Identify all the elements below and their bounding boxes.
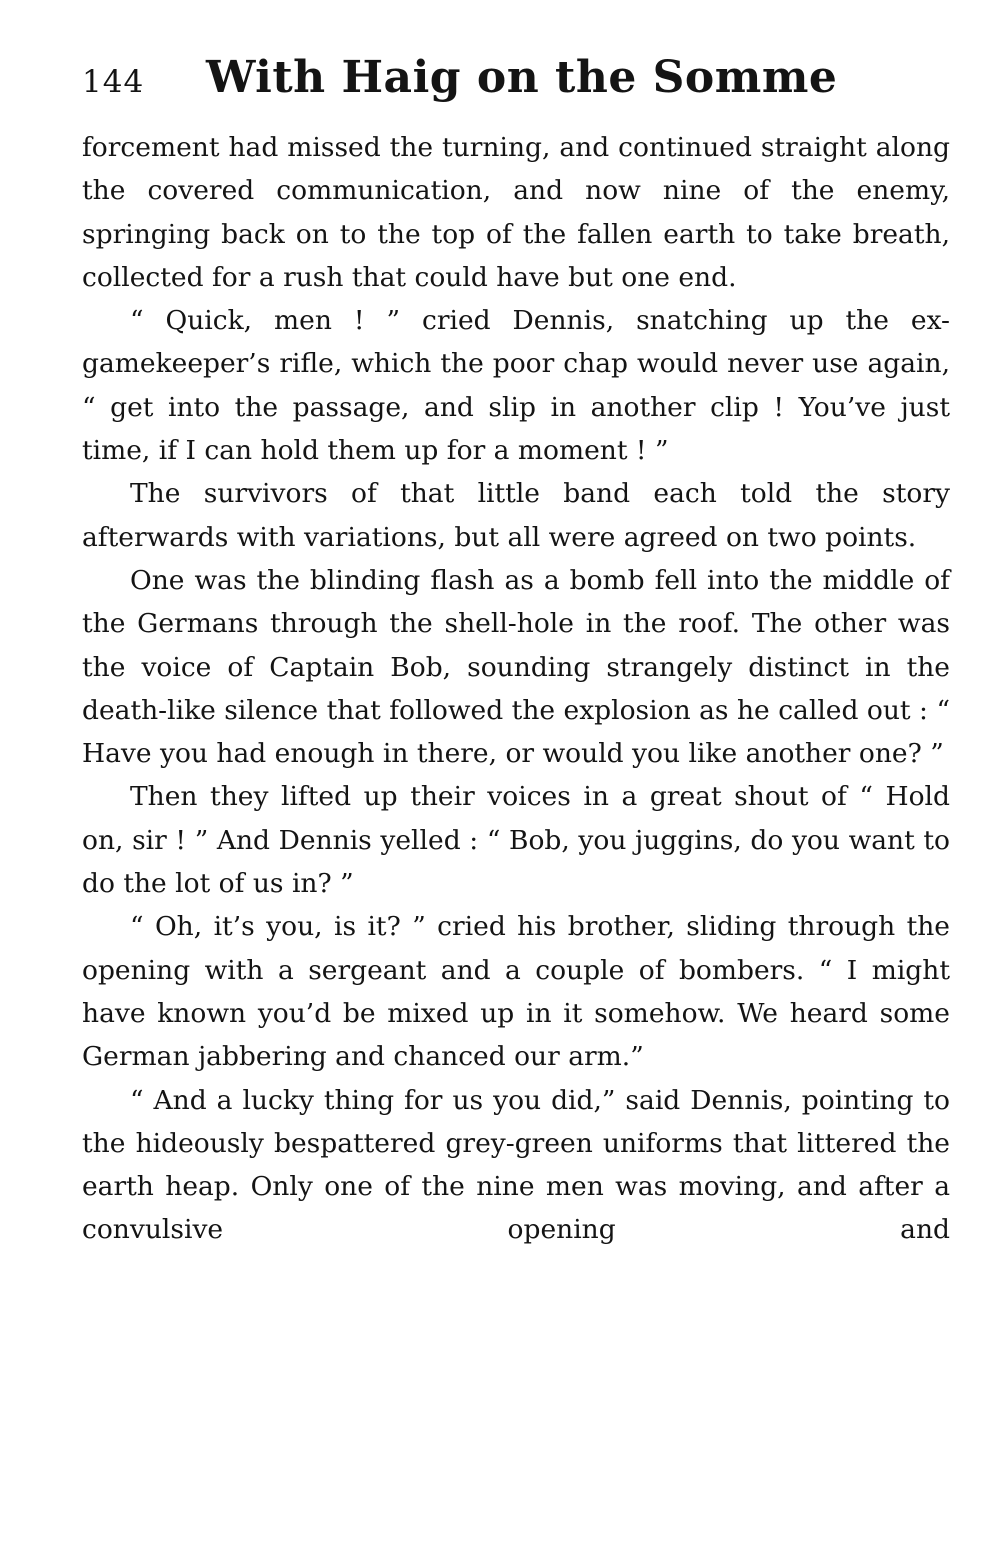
paragraph: “ And a lucky thing for us you did,” said Dennis, pointing to the hideously bespattered grey-green uniforms that littered the earth heap. Only one of the nine men was moving, and after a convulsive opening and <box>82 1084 950 1246</box>
paragraph: The survivors of that little band each told the story afterwards with variations, but all were agreed on two points. <box>82 478 950 553</box>
paragraph: forcement had missed the turning, and continued straight along the covered communication, and now nine of the enemy, springing back on to the top of the fallen earth to take breath, collected for a rush that could have but one end. <box>82 132 950 293</box>
paragraph: “ Quick, men ! ” cried Dennis, snatching up the ex-gamekeeper’s rifle, which the poor chap would never use again, “ get into the passage, and slip in another clip ! You’ve just time, if I can hold them up for a moment ! ” <box>82 305 950 467</box>
body-text <box>82 126 950 1252</box>
running-title: With Haig on the Somme <box>206 52 838 103</box>
paragraph: One was the blinding flash as a bomb fell into the middle of the Germans through the shell-hole in the roof. The other was the voice of Captain Bob, sounding strangely distinct in the death-like silence that followed the explosion as he called out : “ Have you had enough in there, or would you like another one? ” <box>82 564 950 770</box>
paragraph: Then they lifted up their voices in a great shout of “ Hold on, sir ! ” And Dennis yelled : “ Bob, you juggins, do you want to do the lot of us in? ” <box>82 781 950 900</box>
page-header <box>82 52 950 126</box>
book-page <box>82 52 950 1252</box>
page-number: 144 <box>82 64 145 100</box>
paragraph: “ Oh, it’s you, is it? ” cried his brother, sliding through the opening with a sergeant and a couple of bombers. “ I might have known you’d be mixed up in it somehow. We heard some German jabbering and chanced our arm.” <box>82 911 950 1073</box>
